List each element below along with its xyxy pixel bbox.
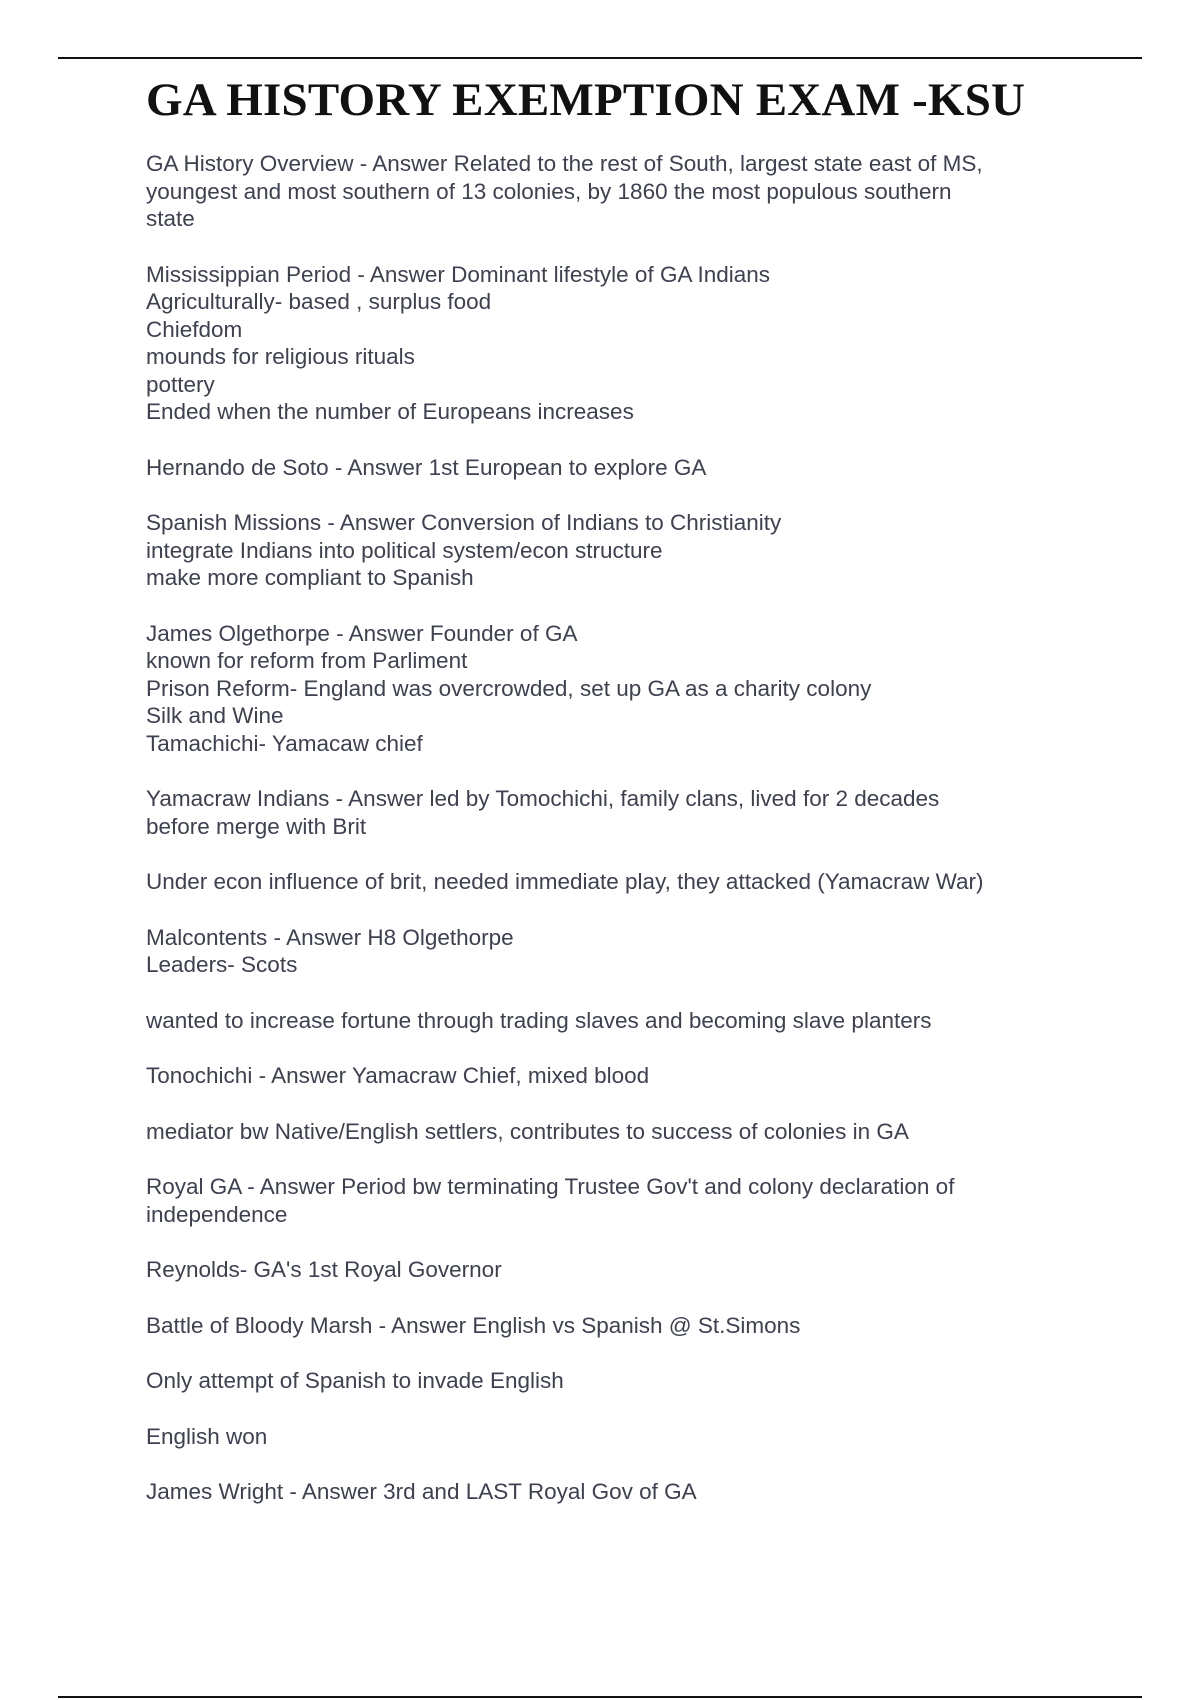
qa-entry-heading-line: Reynolds- GA's 1st Royal Governor	[146, 1257, 502, 1282]
qa-entry	[146, 150, 1076, 233]
qa-entry-line: Agriculturally- based , surplus food	[146, 289, 492, 314]
qa-entry-line: youngest and most southern of 13 colonies, by 1860 the most populous southern	[146, 178, 952, 204]
qa-entry	[146, 1256, 1076, 1284]
qa-entry-line: state	[146, 206, 195, 231]
qa-entry	[146, 1478, 1076, 1506]
qa-entry-heading-line: James Olgethorpe - Answer Founder of GA	[146, 620, 578, 646]
qa-entry	[146, 620, 1076, 758]
qa-entry-heading-line: Mississippian Period - Answer Dominant lifestyle of GA Indians	[146, 261, 771, 287]
top-rule	[58, 57, 1142, 59]
qa-entry-line: Silk and Wine	[146, 703, 284, 728]
bottom-rule	[58, 1696, 1142, 1698]
qa-entry	[146, 454, 1076, 482]
qa-entry-heading-line: Only attempt of Spanish to invade English	[146, 1368, 564, 1393]
qa-entry-heading-line: Yamacraw Indians - Answer led by Tomochichi, family clans, lived for 2 decades	[146, 786, 940, 811]
qa-entry	[146, 509, 1076, 592]
qa-entry-line: Tamachichi- Yamacaw chief	[146, 730, 423, 756]
qa-entry-heading-line: English won	[146, 1423, 268, 1449]
qa-entry-line: independence	[146, 1201, 288, 1227]
qa-entry-line: Leaders- Scots	[146, 952, 298, 977]
qa-entry	[146, 1312, 1076, 1340]
qa-entry-line: make more compliant to Spanish	[146, 565, 474, 590]
qa-entry-heading-line: wanted to increase fortune through trading slaves and becoming slave planters	[146, 1007, 932, 1033]
qa-entry-line: Chiefdom	[146, 316, 243, 342]
qa-entry	[146, 1007, 1076, 1035]
qa-entry-line: integrate Indians into political system/econ structure	[146, 537, 663, 563]
document-title: GA HISTORY EXEMPTION EXAM -KSU	[146, 74, 1026, 126]
qa-entry-heading-line: Hernando de Soto - Answer 1st European to explore GA	[146, 454, 707, 480]
qa-entry-line: Prison Reform- England was overcrowded, set up GA as a charity colony	[146, 675, 872, 701]
qa-entry-heading-line: Malcontents - Answer H8 Olgethorpe	[146, 924, 514, 950]
qa-entry	[146, 1173, 1076, 1228]
qa-entry-heading-line: Under econ influence of brit, needed immediate play, they attacked (Yamacraw War)	[146, 869, 984, 894]
qa-entry-line: mounds for religious rituals	[146, 344, 415, 369]
qa-entry-heading-line: Royal GA - Answer Period bw terminating Trustee Gov't and colony declaration of	[146, 1174, 955, 1199]
qa-entry	[146, 924, 1076, 979]
document-page	[146, 72, 1076, 1534]
qa-entry	[146, 868, 1076, 896]
qa-entry-heading-line: Tonochichi - Answer Yamacraw Chief, mixed blood	[146, 1063, 650, 1088]
qa-entry	[146, 261, 1076, 426]
qa-entry	[146, 1118, 1076, 1146]
qa-entry	[146, 1423, 1076, 1451]
qa-entry-line: known for reform from Parliment	[146, 648, 468, 673]
qa-entry-heading-line: Spanish Missions - Answer Conversion of Indians to Christianity	[146, 510, 782, 535]
qa-entry-heading-line: James Wright - Answer 3rd and LAST Royal Gov of GA	[146, 1479, 697, 1504]
qa-entry-line: Ended when the number of Europeans increases	[146, 399, 634, 424]
qa-entry	[146, 1062, 1076, 1090]
qa-entry-heading-line: Battle of Bloody Marsh - Answer English vs Spanish @ St.Simons	[146, 1312, 801, 1338]
qa-entry	[146, 785, 1076, 840]
qa-entry-heading-line: GA History Overview - Answer Related to the rest of South, largest state east of MS,	[146, 151, 983, 176]
qa-entry-heading-line: mediator bw Native/English settlers, contributes to success of colonies in GA	[146, 1118, 909, 1144]
qa-entry-list	[146, 150, 1076, 1506]
qa-entry-line: pottery	[146, 371, 215, 397]
qa-entry	[146, 1367, 1076, 1395]
qa-entry-line: before merge with Brit	[146, 813, 367, 839]
